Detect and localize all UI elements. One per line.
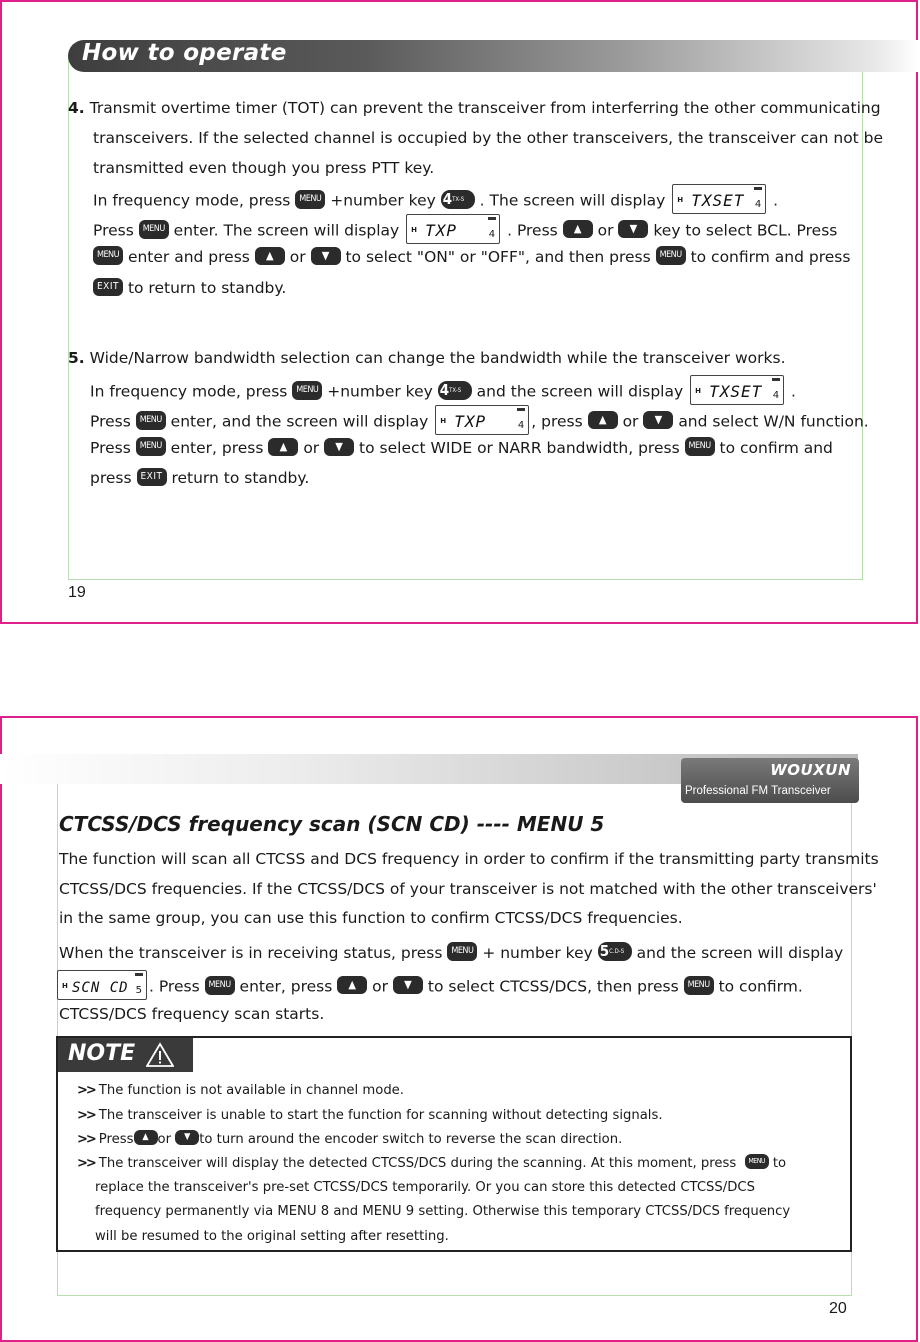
- text: to select WIDE or NARR bandwidth, press: [359, 439, 680, 457]
- text: to: [772, 1156, 787, 1171]
- note-item-cont: will be resumed to the original setting after resetting.: [95, 1229, 449, 1244]
- text: or: [622, 412, 639, 431]
- item5-line1: [68, 347, 786, 369]
- down-key-icon: ▼: [324, 438, 354, 456]
- note-item: [77, 1082, 404, 1100]
- text: When the transceiver is in receiving status, press: [59, 944, 443, 962]
- item-number: 4.: [68, 99, 85, 117]
- text: , press: [531, 412, 583, 431]
- key-sublabel: TX-S: [452, 195, 465, 203]
- lcd-battery-icon: [754, 187, 762, 190]
- menu-key-icon: MENU: [292, 381, 322, 400]
- item4-line4: [93, 186, 778, 216]
- down-key-icon: ▼: [643, 411, 673, 429]
- section-header-title: How to operate: [82, 40, 287, 66]
- chevron-right-icon: >>: [77, 1108, 95, 1123]
- text: enter, and the screen will display: [170, 412, 429, 431]
- brand-name: WOUXUN: [770, 761, 851, 779]
- paragraph-line: CTCSS/DCS frequencies. If the CTCSS/DCS of your transceiver is not matched with the other transceivers': [59, 880, 877, 898]
- text: Press: [90, 412, 131, 431]
- text: or: [303, 439, 320, 457]
- lcd-display-txset: [672, 184, 766, 214]
- lcd-channel: 4: [754, 199, 762, 210]
- warning-icon: [146, 1042, 174, 1068]
- lcd-display-txp: [406, 214, 500, 244]
- number-key-4-icon: [441, 190, 475, 209]
- brand-subtitle: Professional FM Transceiver: [685, 785, 831, 797]
- text: enter, press: [170, 439, 264, 457]
- section-title: CTCSS/DCS frequency scan (SCN CD) ---- MENU 5: [59, 812, 605, 836]
- up-key-icon: ▲: [268, 438, 298, 456]
- item4-line6: [93, 246, 850, 268]
- text: key to select BCL. Press: [653, 221, 838, 240]
- lcd-battery-icon: [517, 408, 525, 411]
- item5-line5: [90, 467, 309, 489]
- text: to confirm.: [718, 977, 803, 996]
- lcd-text: TXSET: [709, 382, 763, 401]
- menu-key-icon: MENU: [136, 437, 166, 456]
- menu-key-icon: MENU: [139, 220, 169, 239]
- item4-line2: transceivers. If the selected channel is occupied by the other transceivers, the transceiver can not be: [93, 129, 884, 147]
- lcd-channel: 4: [772, 390, 780, 401]
- text: Press: [98, 1132, 134, 1147]
- text: In frequency mode, press: [93, 191, 291, 210]
- lcd-display-txset: [690, 375, 784, 405]
- lcd-display-txp: [435, 405, 529, 435]
- text: to confirm and press: [690, 248, 851, 266]
- down-key-icon: ▼: [618, 220, 648, 238]
- key-sublabel: TX-S: [449, 386, 462, 394]
- text: +number key: [330, 191, 436, 210]
- text: or: [157, 1132, 172, 1147]
- lcd-indicator-icon: H: [677, 196, 684, 204]
- item5-line2: [90, 377, 796, 407]
- note-item-cont: frequency permanently via MENU 8 and MENU 9 setting. Otherwise this temporary CTCSS/DCS frequency: [95, 1204, 791, 1219]
- item4-line3: transmitted even though you press PTT key.: [93, 159, 435, 177]
- text: or: [597, 221, 614, 240]
- text: Press: [90, 439, 131, 457]
- text: press: [90, 469, 132, 487]
- text: enter, press: [239, 977, 333, 996]
- text: to select "ON" or "OFF", and then press: [345, 248, 651, 266]
- text: and the screen will display: [476, 382, 684, 401]
- exit-key-icon: EXIT: [93, 278, 123, 296]
- key-digit: 4: [442, 189, 453, 208]
- note-item: [77, 1107, 663, 1125]
- note-item: [77, 1155, 786, 1173]
- item4-line5: [93, 216, 837, 246]
- lcd-channel: 5: [135, 985, 142, 996]
- number-key-5-icon: [598, 942, 632, 961]
- menu-key-icon: MENU: [447, 942, 477, 961]
- paragraph-line: The function will scan all CTCSS and DCS frequency in order to confirm if the transmitting party transmits: [59, 850, 879, 868]
- menu-key-icon: MENU: [684, 976, 714, 995]
- up-key-icon: ▲: [563, 220, 593, 238]
- lcd-channel: 4: [517, 420, 525, 431]
- text: enter and press: [127, 248, 250, 266]
- lcd-battery-icon: [488, 217, 496, 220]
- paragraph-line: CTCSS/DCS frequency scan starts.: [59, 1005, 325, 1023]
- menu-key-icon: MENU: [745, 1154, 769, 1169]
- chevron-right-icon: >>: [77, 1156, 95, 1171]
- down-key-icon: ▼: [311, 247, 341, 265]
- text: In frequency mode, press: [90, 382, 288, 401]
- item-text: Wide/Narrow bandwidth selection can change the bandwidth while the transceiver works.: [89, 349, 786, 367]
- menu-key-icon: MENU: [685, 437, 715, 456]
- item5-line4: [90, 437, 833, 459]
- text: The transceiver is unable to start the function for scanning without detecting signals.: [98, 1108, 663, 1123]
- note-header: [58, 1038, 193, 1072]
- lcd-battery-icon: [135, 973, 143, 976]
- lcd-display-scncd: [57, 970, 147, 1000]
- note-item-cont: replace the transceiver's pre-set CTCSS/DCS temporarily. Or you can store this detected CTCSS/DCS: [95, 1180, 755, 1195]
- text: . Press: [149, 977, 200, 996]
- text: to confirm and: [719, 439, 833, 457]
- paragraph-line: [59, 942, 843, 964]
- menu-key-icon: MENU: [93, 246, 123, 265]
- menu-key-icon: MENU: [295, 190, 325, 209]
- up-key-icon: ▲: [588, 411, 618, 429]
- text: and the screen will display: [636, 944, 844, 962]
- text: . Press: [507, 221, 558, 240]
- item4-line7: [93, 277, 286, 299]
- lcd-text: TXP: [425, 221, 458, 240]
- item5-line3: [90, 407, 869, 437]
- chevron-right-icon: >>: [77, 1083, 95, 1098]
- text: or: [372, 977, 389, 996]
- up-key-icon: ▲: [255, 247, 285, 265]
- text: to select CTCSS/DCS, then press: [427, 977, 679, 996]
- lcd-indicator-icon: H: [62, 982, 68, 990]
- text: return to standby.: [171, 469, 310, 487]
- lcd-text: SCN CD: [72, 980, 129, 996]
- text: + number key: [482, 944, 593, 962]
- menu-key-icon: MENU: [205, 976, 235, 995]
- lcd-indicator-icon: H: [695, 387, 701, 395]
- text: .: [791, 382, 796, 401]
- page-number: 20: [829, 1300, 847, 1317]
- text: Press: [93, 221, 134, 240]
- paragraph-line: in the same group, you can use this function to confirm CTCSS/DCS frequencies.: [59, 909, 683, 927]
- chevron-right-icon: >>: [77, 1132, 95, 1147]
- text: and select W/N function.: [678, 412, 869, 431]
- lcd-text: TXP: [454, 412, 487, 431]
- down-key-icon: ▼: [175, 1130, 199, 1145]
- menu-key-icon: MENU: [656, 246, 686, 265]
- item-text: Transmit overtime timer (TOT) can prevent the transceiver from interferring the other communicating: [89, 99, 881, 117]
- text: or: [289, 248, 306, 266]
- down-key-icon: ▼: [393, 976, 423, 994]
- number-key-4-icon: [438, 381, 472, 400]
- lcd-indicator-icon: H: [440, 417, 447, 425]
- lcd-channel: 4: [488, 229, 496, 240]
- lcd-indicator-icon: H: [411, 226, 418, 234]
- item-number: 5.: [68, 349, 85, 367]
- item4-line1: [68, 97, 881, 119]
- note-item: [77, 1131, 622, 1149]
- exit-key-icon: EXIT: [137, 468, 167, 486]
- key-digit: 5: [599, 942, 610, 960]
- text: The function is not available in channel mode.: [98, 1083, 404, 1098]
- up-key-icon: ▲: [337, 976, 367, 994]
- page-number: 19: [68, 584, 86, 601]
- text: enter. The screen will display: [173, 221, 400, 240]
- up-key-icon: ▲: [134, 1130, 158, 1145]
- text: .: [773, 191, 779, 210]
- paragraph-line: [57, 972, 803, 1002]
- text: The transceiver will display the detected CTCSS/DCS during the scanning. At this moment, press: [98, 1156, 737, 1171]
- key-sublabel: C.D-S: [609, 948, 625, 955]
- key-digit: 4: [439, 380, 450, 399]
- text: to return to standby.: [127, 279, 287, 297]
- brand-logo: [681, 758, 859, 803]
- menu-key-icon: MENU: [136, 411, 166, 430]
- text: . The screen will display: [479, 191, 666, 210]
- lcd-battery-icon: [772, 378, 780, 381]
- text: to turn around the encoder switch to reverse the scan direction.: [199, 1132, 623, 1147]
- text: +number key: [327, 382, 433, 401]
- lcd-text: TXSET: [691, 191, 745, 210]
- note-title: NOTE: [68, 1041, 136, 1066]
